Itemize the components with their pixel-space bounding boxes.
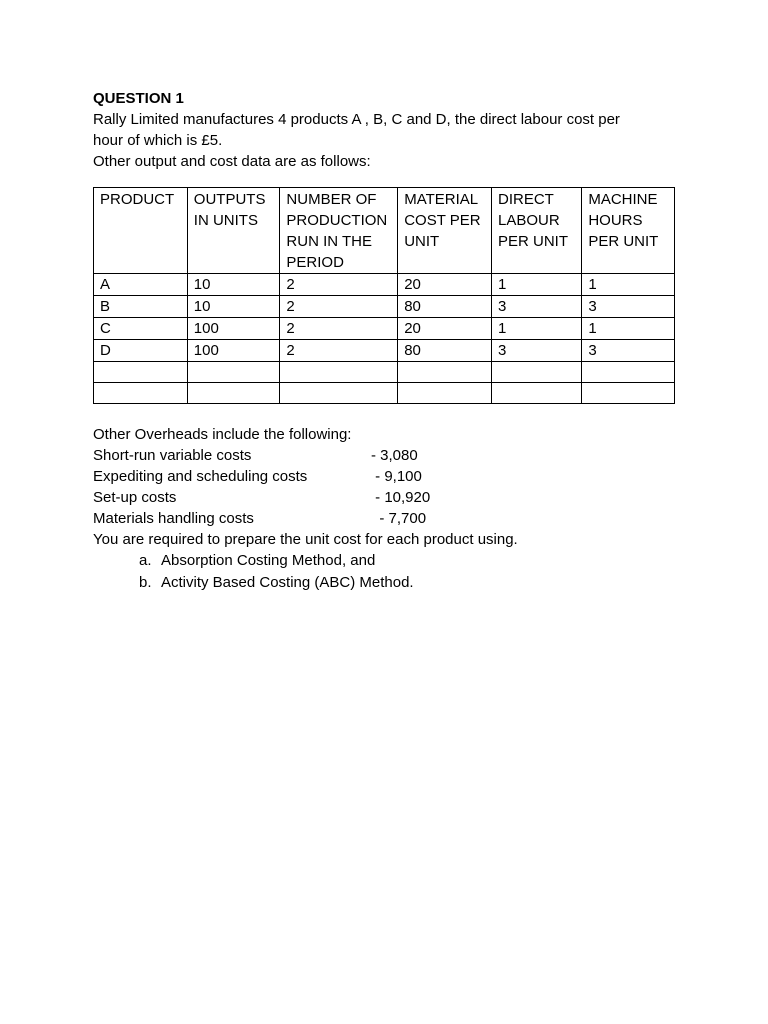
table-cell: D (94, 340, 188, 362)
table-cell (94, 362, 188, 383)
table-cell: 3 (582, 296, 675, 318)
overhead-label: Set-up costs (93, 489, 177, 506)
table-cell (187, 383, 280, 404)
table-cell: 1 (582, 318, 675, 340)
list-marker: a. (139, 552, 152, 569)
table-header-row (94, 188, 675, 274)
method-text: Activity Based Costing (ABC) Method. (161, 574, 414, 591)
header-product: PRODUCT (94, 188, 188, 274)
header-outputs: OUTPUTS IN UNITS (187, 188, 280, 274)
overhead-label: Short-run variable costs (93, 447, 252, 464)
table-row (94, 340, 675, 362)
table-cell: 3 (491, 296, 581, 318)
table-row (94, 318, 675, 340)
table-cell: 10 (187, 274, 280, 296)
table-cell: 1 (491, 274, 581, 296)
intro-line-1: Rally Limited manufactures 4 products A , B, C and D, the direct labour cost per (93, 111, 620, 128)
table-row (94, 296, 675, 318)
list-item (139, 572, 683, 594)
table-row (94, 274, 675, 296)
header-machine-hours: MACHINE HOURS PER UNIT (582, 188, 675, 274)
header-material-cost: MATERIAL COST PER UNIT (398, 188, 492, 274)
requirement-text: You are required to prepare the unit cost for each product using. (93, 531, 518, 548)
table-cell (582, 383, 675, 404)
table-cell: 80 (398, 296, 492, 318)
table-row (94, 362, 675, 383)
method-text: Absorption Costing Method, and (161, 552, 376, 569)
overhead-item (93, 487, 683, 508)
overhead-item (93, 508, 683, 529)
table-cell: 3 (582, 340, 675, 362)
overhead-label: Expediting and scheduling costs (93, 468, 308, 485)
list-item (139, 550, 683, 572)
table-cell (398, 383, 492, 404)
list-marker: b. (139, 574, 152, 591)
intro-line-3: Other output and cost data are as follows: (93, 153, 371, 170)
table-cell: B (94, 296, 188, 318)
overhead-value: - 9,100 (371, 468, 422, 485)
header-direct-labour: DIRECT LABOUR PER UNIT (491, 188, 581, 274)
table-cell (280, 383, 398, 404)
table-cell: C (94, 318, 188, 340)
table-cell: 20 (398, 274, 492, 296)
table-cell: A (94, 274, 188, 296)
table-cell (491, 362, 581, 383)
table-cell: 2 (280, 340, 398, 362)
document-page (93, 88, 683, 594)
table-cell: 3 (491, 340, 581, 362)
table-cell (280, 362, 398, 383)
overheads-intro: Other Overheads include the following: (93, 426, 352, 443)
table-cell: 80 (398, 340, 492, 362)
header-production-runs: NUMBER OF PRODUCTION RUN IN THE PERIOD (280, 188, 398, 274)
question-heading: QUESTION 1 (93, 90, 184, 107)
intro-line-2: hour of which is £5. (93, 132, 223, 149)
table-row (94, 383, 675, 404)
overhead-item (93, 445, 683, 466)
overhead-value: - 3,080 (371, 447, 418, 464)
overhead-value: - 10,920 (371, 489, 431, 506)
table-cell (187, 362, 280, 383)
table-cell: 20 (398, 318, 492, 340)
table-cell: 100 (187, 340, 280, 362)
table-cell (491, 383, 581, 404)
table-cell: 100 (187, 318, 280, 340)
overhead-label: Materials handling costs (93, 510, 254, 527)
overheads-section (93, 424, 683, 594)
overhead-value: - 7,700 (371, 510, 427, 527)
table-cell: 1 (582, 274, 675, 296)
table-cell: 2 (280, 296, 398, 318)
table-cell (398, 362, 492, 383)
table-cell (582, 362, 675, 383)
table-cell: 2 (280, 274, 398, 296)
methods-list (93, 550, 683, 594)
table-cell (94, 383, 188, 404)
table-cell: 2 (280, 318, 398, 340)
product-data-table (93, 187, 675, 404)
table-cell: 1 (491, 318, 581, 340)
table-cell: 10 (187, 296, 280, 318)
overhead-item (93, 466, 683, 487)
